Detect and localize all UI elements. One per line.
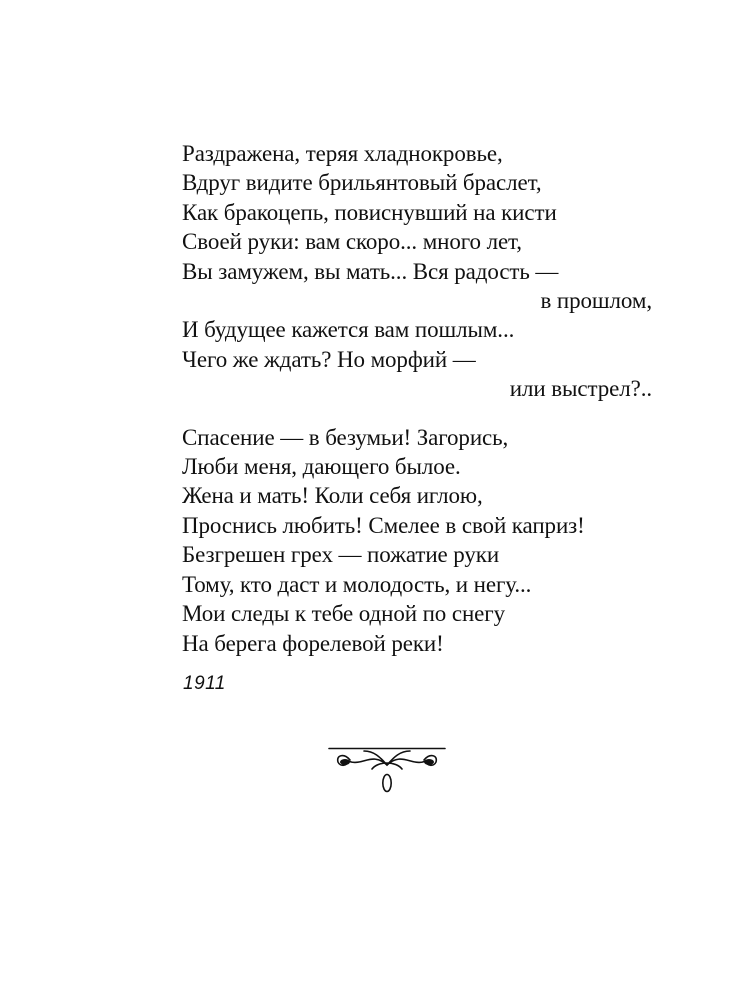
poem-year: 1911 [183, 673, 226, 694]
vignette-flourish-icon [328, 745, 446, 795]
poem-line: Тому, кто даст и молодость, и негу... [182, 571, 532, 597]
poem-line: Вдруг видите брильянтовый браслет, [182, 170, 542, 196]
poem-line: Жена и мать! Коли себя иглою, [182, 483, 483, 509]
poem-line: Проснись любить! Смелее в свой каприз! [182, 512, 585, 538]
poem-line: Люби меня, дающего былое. [182, 454, 461, 480]
poem-line-continuation: в прошлом, [540, 288, 652, 314]
poem-line: Чего же ждать? Но морфий — [182, 346, 476, 372]
poem-line-continuation: или выстрел?.. [509, 376, 652, 402]
stanza-1 [182, 139, 652, 404]
poem-line: Раздражена, теряя хладнокровье, [182, 141, 503, 166]
poem [182, 139, 652, 658]
poem-line: Вы замужем, вы мать... Вся радость — [182, 258, 559, 284]
poem-line: И будущее кажется вам пошлым... [182, 317, 515, 343]
stanza-2 [182, 423, 652, 658]
poem-line: На берега форелевой реки! [182, 630, 444, 656]
poem-line: Мои следы к тебе одной по снегу [182, 601, 505, 627]
poem-line: Своей руки: вам скоро... много лет, [182, 229, 522, 255]
poem-line: Безгрешен грех — пожатие руки [182, 542, 500, 568]
poem-line: Как бракоцепь, повиснувший на кисти [182, 199, 557, 225]
poem-line: Спасение — в безумьи! Загорись, [182, 424, 509, 450]
